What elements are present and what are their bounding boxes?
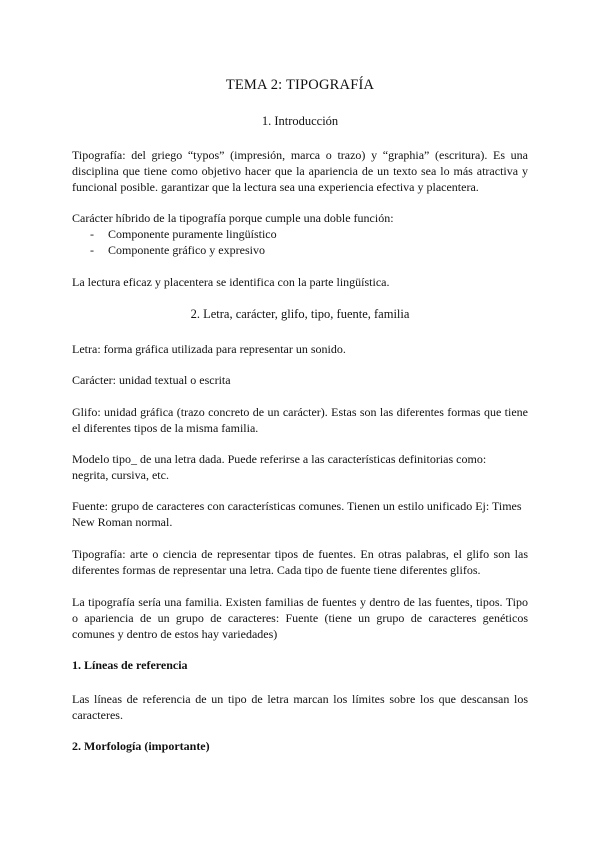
paragraph-lectura: La lectura eficaz y placentera se identifica con la parte lingüística.: [72, 275, 390, 289]
paragraph-lineas: Las líneas de referencia de un tipo de letra marcan los límites sobre los que descansan los caracteres.: [72, 692, 528, 722]
paragraph-tipografia-arte: Tipografía: arte o ciencia de representar tipos de fuentes. En otras palabras, el glifo son las diferentes formas de representar una letra. Cada tipo de fuente tiene diferentes glifos.: [72, 547, 528, 577]
paragraph-familia: La tipografía sería una familia. Existen familias de fuentes y dentro de las fuentes, tipos. Tipo o apariencia de un grupo de caracteres: Fuente (tiene un grupo de caracteres genéticos comunes y dentro de estos hay variedades): [72, 595, 528, 641]
paragraph-tipografia-definicion: Tipografía: del griego “typos” (impresión, marca o trazo) y “graphia” (escritura). Es una disciplina que tiene como objetivo hacer que la apariencia de un texto sea lo más atractiva y funcional posible. garantizar que la lectura sea una experiencia efectiva y placentera.: [72, 148, 528, 194]
paragraph-fuente: Fuente: grupo de caracteres con características comunes. Tienen un estilo unificado Ej: Times New Roman normal.: [72, 499, 522, 529]
heading-morfologia: 2. Morfología (importante): [72, 739, 210, 753]
list-item: - Componente gráfico y expresivo: [72, 242, 528, 258]
list-item: - Componente puramente lingüístico: [72, 226, 528, 242]
paragraph-glifo: Glifo: unidad gráfica (trazo concreto de un carácter). Estas son las diferentes formas que tiene el diferentes tipos de la misma familia.: [72, 405, 528, 435]
page-title: TEMA 2: TIPOGRAFÍA: [225, 77, 375, 93]
component-list: [72, 226, 528, 258]
section-heading-letra-caracter: 2. Letra, carácter, glifo, tipo, fuente, familia: [190, 307, 410, 321]
paragraph-letra: Letra: forma gráfica utilizada para representar un sonido.: [72, 342, 346, 356]
paragraph-modelo-tipo: Modelo tipo_ de una letra dada. Puede referirse a las características definitorias como: negrita, cursiva, etc.: [72, 452, 487, 482]
heading-lineas-referencia: 1. Líneas de referencia: [72, 658, 188, 672]
paragraph-caracter-hibrido: Carácter híbrido de la tipografía porque cumple una doble función:: [72, 211, 394, 225]
section-heading-introduccion: 1. Introducción: [261, 114, 339, 128]
paragraph-caracter: Carácter: unidad textual o escrita: [72, 373, 231, 387]
